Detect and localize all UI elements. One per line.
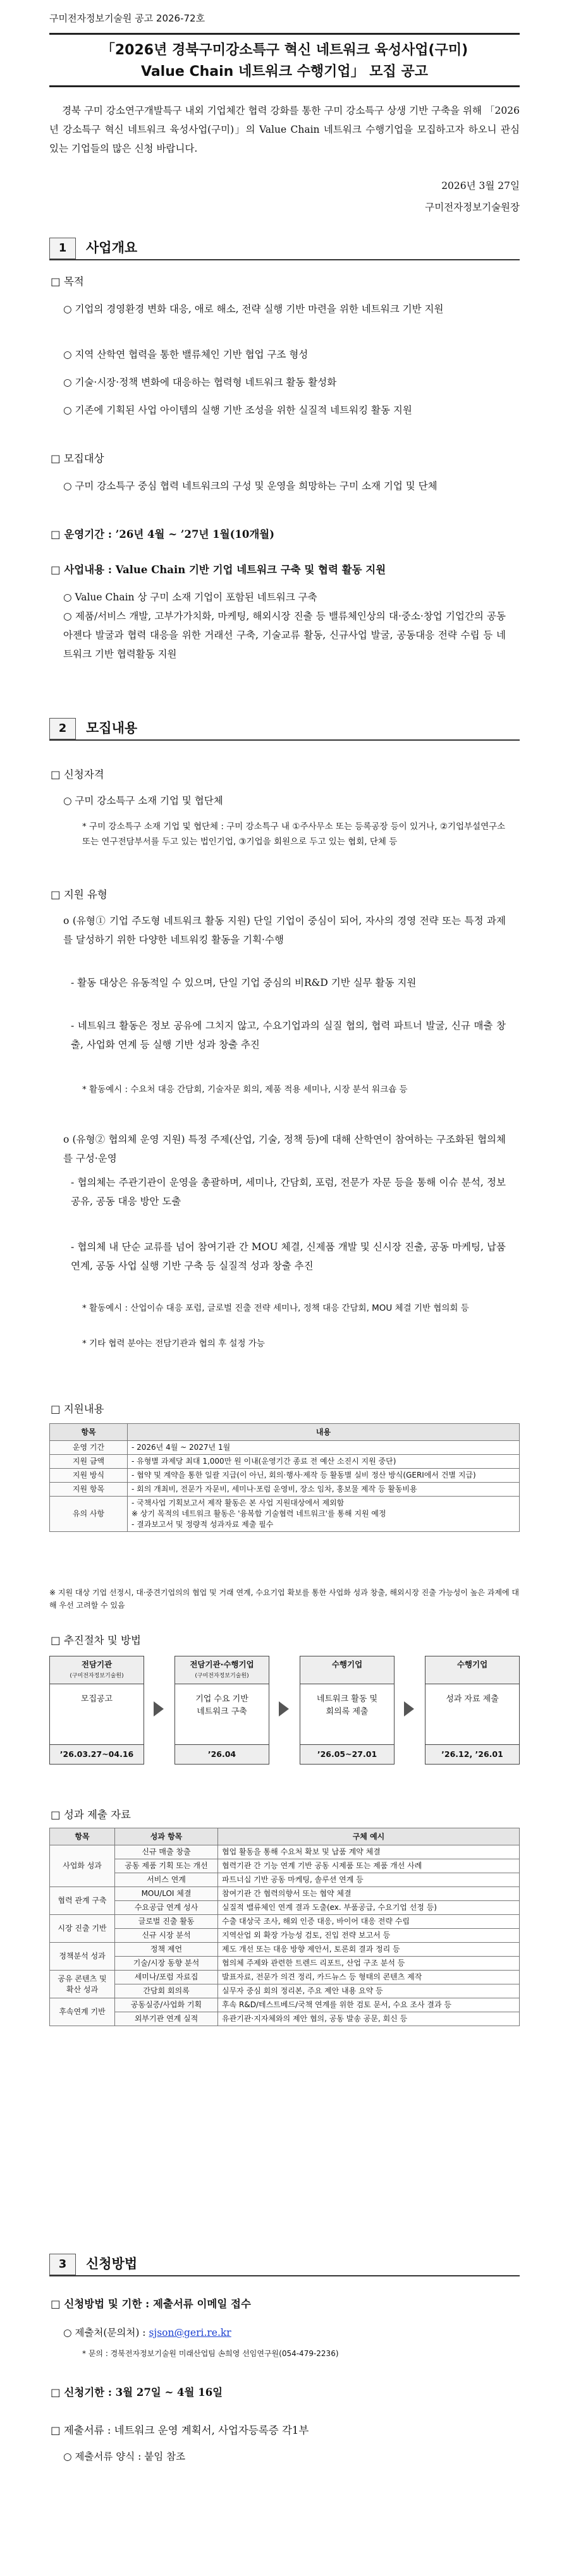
table-cell: 정책분석 성과 [50,1943,115,1971]
table-cell: 지역산업 외 확장 가능성 검토, 진입 전략 보고서 등 [218,1929,520,1943]
table-row [50,1455,520,1469]
table-cell: 협력기관 간 기능 연계 기반 공동 시제품 또는 제품 개선 사례 [218,1859,520,1873]
table-cell: 유의 사항 [50,1497,128,1532]
table-row [50,1845,520,1859]
type2-note: * 활동예시 : 산업이슈 대응 포럼, 글로벌 진출 전략 세미나, 정책 대응 간담회, MOU 체결 기반 협의회 등 [82,1303,469,1313]
apply-email-line [63,2323,506,2342]
process-step-date: ’26.03.27~04.16 [50,1744,144,1764]
table-cell: 수요공급 연계 성사 [115,1901,218,1915]
process-step-body: 성과 자료 제출 [446,1694,499,1704]
purpose-item: ○ 기술·시장·정책 변화에 대응하는 협력형 네트워크 활동 활성화 [63,377,337,388]
table-cell: 후속 R&D/테스트베드/국책 연계를 위한 검토 문서, 수요 조사 결과 등 [218,1998,520,2012]
docs-template-item: ○ 제출서류 양식 : 붙임 참조 [63,2451,186,2462]
table-header: 내용 [128,1424,520,1441]
table-row [50,1943,520,1957]
support-heading: □ 지원내용 [51,1403,104,1415]
table-cell: 실질적 밸류체인 연계 결과 도출(ex. 부품공급, 수요기업 선정 등) [218,1901,520,1915]
section-number: 3 [49,2254,76,2275]
table-cell: - 2026년 4월 ~ 2027년 1월 [128,1441,520,1455]
table-row [50,1998,520,2012]
process-step-body: 기업 수요 기반 네트워크 구축 [195,1694,248,1716]
eligibility-note: * 구미 강소특구 소재 기업 및 협단체 : 구미 강소특구 내 ①주사무소 또는 등록공장 등이 있거나, ②기업부설연구소 또는 연구전담부서를 두고 있는 법인기업, ③기업을 회원으로 두고 있는 협회, 단체 등 [82,822,506,847]
type1-point: - 활동 대상은 유동적일 수 있으며, 단일 기업 중심의 비R&D 기반 실무 활동 지원 [71,977,417,988]
table-row [50,1873,520,1887]
table-cell: 외부기관 연계 실적 [115,2012,218,2026]
table-cell: 지원 항목 [50,1483,128,1497]
table-cell: 세미나/포럼 자료집 [115,1971,218,1984]
process-step-subtitle: (구미전자정보기술원) [70,1673,124,1679]
table-header: 구체 예시 [218,1828,520,1845]
table-cell: 실무자 중심 회의 정리본, 주요 제안 내용 요약 등 [218,1984,520,1998]
table-row [50,1971,520,1984]
section-number: 1 [49,238,76,259]
apply-heading: □ 신청방법 및 기한 : 제출서류 이메일 접수 [51,2298,251,2310]
table-cell: - 회의 개최비, 전문가 자문비, 세미나·포럼 운영비, 장소 임차, 홍보물 제작 등 활동비용 [128,1483,520,1497]
table-cell: 시장 진출 기반 [50,1915,115,1943]
process-step [174,1656,269,1765]
period-heading: □ 운영기간 : ’26년 4월 ~ ’27년 1월(10개월) [51,528,275,540]
table-cell: 사업화 성과 [50,1845,115,1887]
table-row [50,1984,520,1998]
type2-point: - 협의체 내 단순 교류를 넘어 참여기관 간 MOU 체결, 신제품 개발 및 신시장 진출, 공동 마케팅, 납품 연계, 공동 사업 실행 기반 구축 등 실질적 성과 창출 추진 [71,1241,506,1272]
purpose-item: ○ 지역 산학연 협력을 통한 밸류체인 기반 협업 구조 형성 [63,349,309,360]
table-row [50,1887,520,1901]
type1-description: o (유형① 기업 주도형 네트워크 활동 지원) 단일 기업이 중심이 되어, 자사의 경영 전략 또는 특정 과제를 달성하기 위한 다양한 네트워킹 활동을 기획·수행 [63,915,506,945]
table-header: 항목 [50,1828,115,1845]
process-step-body: 모집공고 [80,1694,113,1704]
arrow-right-icon [279,1701,289,1716]
process-heading: □ 추진절차 및 방법 [51,1634,141,1646]
notice-date: 2026년 3월 27일 [441,180,520,191]
table-cell: 서비스 연계 [115,1873,218,1887]
title-line-2: Value Chain 네트워크 수행기업」 모집 공고 [141,64,428,80]
table-cell: 참여기관 간 협력의향서 또는 협약 체결 [218,1887,520,1901]
table-row [50,1497,520,1532]
section-title: 사업개요 [86,240,138,255]
section-number: 2 [49,718,76,739]
outcomes-table [49,1828,520,2026]
table-cell: 운영 기간 [50,1441,128,1455]
eligibility-item: ○ 구미 강소특구 소재 기업 및 협단체 [63,795,223,806]
table-cell: 간담회 회의록 [115,1984,218,1998]
table-cell: 정책 제언 [115,1943,218,1957]
title-line-1: 「2026년 경북구미강소특구 혁신 네트워크 육성사업(구미) [101,42,468,58]
section-title: 모집내용 [86,720,138,736]
table-cell: 지원 방식 [50,1469,128,1483]
table-cell: - 유형별 과제당 최대 1,000만 원 이내(운영기간 종료 전 예산 소진시 지원 중단) [128,1455,520,1469]
section-1-header [49,234,520,260]
target-heading: □ 모집대상 [51,453,104,465]
table-cell: 협의체 주제와 관련한 트렌드 리포트, 산업 구조 분석 등 [218,1957,520,1971]
table-cell: MOU/LOI 체결 [115,1887,218,1901]
support-footnote: ※ 지원 대상 기업 선정시, 대·중견기업의의 협업 및 거래 연계, 수요기업 확보를 통한 사업화 성과 창출, 해외시장 진출 가능성이 높은 과제에 대해 우선 고려할 수 있음 [49,1588,519,1610]
table-row [50,1483,520,1497]
table-row [50,1441,520,1455]
purpose-item: ○ 기업의 경영환경 변화 대응, 애로 해소, 전략 실행 기반 마련을 위한 네트워크 기반 지원 [63,303,444,315]
section-title: 신청방법 [86,2256,138,2271]
type2-note: * 기타 협력 분야는 전담기관과 협의 후 설정 가능 [82,1339,265,1349]
table-cell: - 협약 및 계약을 통한 일괄 지급(이 아닌, 회의·행사·제작 등 활동별 실비 정산 방식(GERI에서 건별 지급) [128,1469,520,1483]
purpose-heading: □ 목적 [51,276,84,288]
types-heading: □ 지원 유형 [51,889,107,901]
email-link[interactable]: sjson@geri.re.kr [149,2327,231,2338]
table-row [50,1929,520,1943]
table-cell: 기술/시장 동향 분석 [115,1957,218,1971]
arrow-right-icon [154,1701,164,1716]
table-row [50,1469,520,1483]
email-label: ○ 제출처(문의처) : [63,2327,149,2338]
content-item: ○ 제품/서비스 개발, 고부가가치화, 마케팅, 해외시장 진출 등 밸류체인상의 대·중소·창업 기업간의 공동 아젠다 발굴과 협력 대응을 위한 거래선 구축, 기술교류 활동, 신규사업 발굴, 공동대응 전략 수립 등 네트워크 기반 협력활동 지원 [63,611,506,660]
arrow-right-icon [404,1701,414,1716]
type2-point: - 협의체는 주관기관이 운영을 총괄하며, 세미나, 간담회, 포럼, 전문가 자문 등을 통해 이슈 분석, 정보 공유, 공동 대응 방안 도출 [71,1177,506,1207]
process-step [49,1656,144,1765]
table-header: 항목 [50,1424,128,1441]
process-step-date: ’26.04 [175,1744,269,1764]
table-cell: 신규 매출 창출 [115,1845,218,1859]
process-step-body: 네트워크 활동 및 회의록 제출 [316,1694,378,1716]
table-row [50,1957,520,1971]
content-heading: □ 사업내용 : Value Chain 기반 기업 네트워크 구축 및 협력 활동 지원 [51,564,386,576]
table-cell: 공동실증/사업화 기획 [115,1998,218,2012]
apply-contact-note: * 문의 : 경북전자정보기술원 미래산업팀 손희영 선임연구원(054-479-2236) [82,2349,339,2358]
table-cell: 발표자료, 전문가 의견 정리, 카드뉴스 등 형태의 콘텐츠 제작 [218,1971,520,1984]
table-cell: 수출 대상국 조사, 해외 인증 대응, 바이어 대응 전략 수립 [218,1915,520,1929]
table-cell: 공동 제품 기획 또는 개선 [115,1859,218,1873]
table-row [50,1901,520,1915]
purpose-item: ○ 기존에 기획된 사업 아이템의 실행 기반 조성을 위한 실질적 네트워킹 활동 지원 [63,404,412,416]
table-row [50,2012,520,2026]
table-cell: 파트너십 기반 공동 마케팅, 솔루션 연계 등 [218,1873,520,1887]
issuer: 구미전자정보기술원장 [425,202,520,213]
table-cell: 후속연계 기반 [50,1998,115,2026]
process-step [425,1656,520,1765]
support-table [49,1423,520,1532]
content-item: ○ Value Chain 상 구미 소재 기업이 포함된 네트워크 구축 [63,592,317,603]
section-2-header [49,714,520,741]
type1-note: * 활동예시 : 수요처 대응 간담회, 기술자문 회의, 제품 적용 세미나, 시장 분석 워크숍 등 [82,1084,408,1095]
table-cell: 유관기관·지자체와의 제안 협의, 공동 발송 공문, 회신 등 [218,2012,520,2026]
intro-paragraph: 경북 구미 강소연구개발특구 내외 기업체간 협력 강화를 통한 구미 강소특구 상생 기반 구축을 위해 「2026년 강소특구 혁신 네트워크 육성사업(구미)」의 Value Chain 네트워크 수행기업을 모집하고자 하오니 관심 있는 기업들의 많은 신청 바랍니다. [49,105,520,154]
deadline-heading: □ 신청기한 : 3월 27일 ~ 4월 16일 [51,2386,223,2398]
section-3-header [49,2250,520,2276]
type2-description: o (유형② 협의체 운영 지원) 특정 주제(산업, 기술, 정책 등)에 대해 산학연이 참여하는 구조화된 협의체를 구성·운영 [63,1134,506,1164]
table-row [50,1915,520,1929]
process-step-date: ’26.12, ’26.01 [425,1744,519,1764]
process-step-subtitle: (구미전자정보기술원) [195,1673,249,1679]
page-title [49,33,520,87]
table-cell: 신규 시장 분석 [115,1929,218,1943]
process-step-title: 수행기업 [300,1656,394,1684]
table-cell: 공유 콘텐츠 및 확산 성과 [50,1971,115,1998]
process-step [300,1656,395,1765]
process-step-title: 수행기업 [425,1656,519,1684]
process-step-title: 전담기관·수행기업 (구미전자정보기술원) [175,1656,269,1684]
target-item: ○ 구미 강소특구 중심 협력 네트워크의 구성 및 운영을 희망하는 구미 소재 기업 및 단체 [63,480,437,492]
table-row [50,1859,520,1873]
table-cell: 협업 활동을 통해 수요처 확보 및 납품 계약 체결 [218,1845,520,1859]
process-step-title: 전담기관 (구미전자정보기술원) [50,1656,144,1684]
eligibility-heading: □ 신청자격 [51,769,104,781]
table-header: 성과 항목 [115,1828,218,1845]
process-step-date: ’26.05~27.01 [300,1744,394,1764]
outcomes-heading: □ 성과 제출 자료 [51,1809,131,1821]
table-cell: 협력 관계 구축 [50,1887,115,1915]
table-cell: 제도 개선 또는 대응 방향 제안서, 토론회 결과 정리 등 [218,1943,520,1957]
type1-point: - 네트워크 활동은 정보 공유에 그치지 않고, 수요기업과의 실질 협의, 협력 파트너 발굴, 신규 매출 창출, 사업화 연계 등 실행 기반 성과 창출 추진 [71,1020,506,1050]
table-cell: - 국책사업 기획보고서 제작 활동은 본 사업 지원대상에서 제외함 ※ 상기 목적의 네트워크 활동은 '융복합 기술협력 네트워크'를 통해 지원 예정 - 결과보고서 및 정량적 성과자료 제출 필수 [128,1497,520,1532]
doc-number: 구미전자정보기술원 공고 2026-72호 [49,13,205,24]
table-cell: 지원 금액 [50,1455,128,1469]
table-cell: 글로벌 진출 활동 [115,1915,218,1929]
docs-heading: □ 제출서류 : 네트워크 운영 계획서, 사업자등록증 각1부 [51,2424,309,2436]
